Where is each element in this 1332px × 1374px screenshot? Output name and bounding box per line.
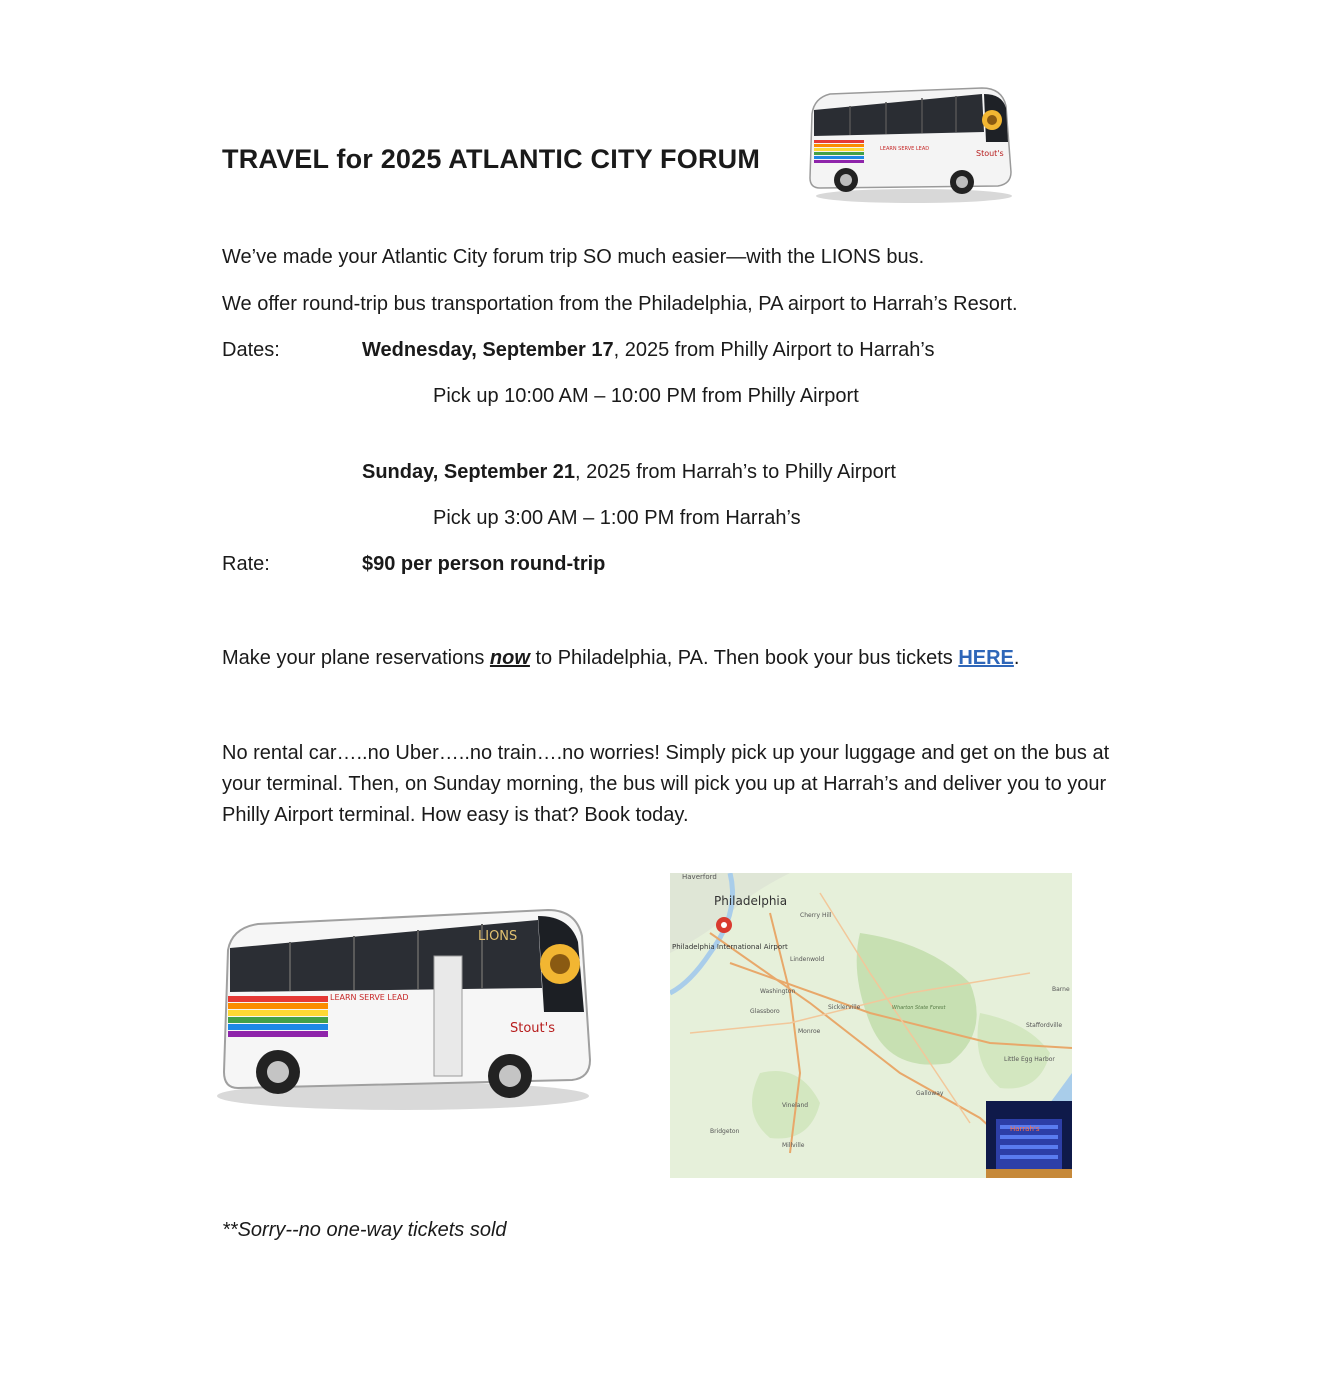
map-label-vineland: Vineland [782, 1102, 809, 1109]
map-label-lindenwold: Lindenwold [790, 956, 825, 963]
return-pickup: Pick up 3:00 AM – 1:00 PM from Harrah’s [433, 507, 801, 529]
map-label-staffordville: Staffordville [1026, 1022, 1063, 1029]
map-label-glassboro: Glassboro [750, 1008, 780, 1015]
return-detail: , 2025 from Harrah’s to Philly Airport [575, 461, 896, 483]
harrahs-sign-text: Harrah's [1010, 1125, 1040, 1133]
map-label-galloway: Galloway [916, 1090, 944, 1097]
bus-sign-text: LIONS [478, 929, 518, 944]
outbound-detail: , 2025 from Philly Airport to Harrah’s [613, 339, 935, 361]
outbound-day: Wednesday, September 17 [362, 339, 614, 361]
map-label-millville: Millville [782, 1142, 805, 1149]
map-label-washington: Washington [760, 988, 796, 995]
intro-line-2: We offer round-trip bus transportation from the Philadelphia, PA airport to Harrah’s Resort. [222, 293, 1018, 315]
map-label-sicklerville: Sicklerville [828, 1004, 861, 1011]
map-label-haverford: Haverford [682, 873, 717, 881]
map-label-monroe: Monroe [798, 1028, 821, 1035]
map-label-bridgeton: Bridgeton [710, 1128, 740, 1135]
map-label-cherry-hill: Cherry Hill [800, 912, 832, 919]
bus-brand-text: Stout's [976, 149, 1004, 158]
map-label-little-egg-harbor: Little Egg Harbor [1004, 1056, 1055, 1063]
route-map [670, 873, 1072, 1178]
page-title: TRAVEL for 2025 ATLANTIC CITY FORUM [222, 144, 761, 174]
booking-emphasis: now [489, 647, 530, 669]
book-tickets-link[interactable]: HERE [958, 647, 1014, 669]
outbound-trip [362, 339, 934, 362]
booking-line [222, 647, 1019, 670]
map-label-airport: Philadelphia International Airport [672, 943, 788, 951]
map-label-philadelphia: Philadelphia [714, 894, 788, 908]
intro-line-1: We’ve made your Atlantic City forum trip SO much easier—with the LIONS bus. [222, 246, 925, 268]
bus-side-text-large: LEARN SERVE LEAD [330, 993, 409, 1002]
return-day: Sunday, September 21 [362, 461, 576, 483]
rate-value: $90 per person round-trip [362, 553, 606, 575]
map-label-barne: Barne [1052, 986, 1070, 993]
bus-image-top [806, 84, 1016, 204]
booking-mid: to Philadelphia, PA. Then book your bus tickets [529, 647, 959, 669]
bus-image-large [198, 892, 608, 1120]
booking-post: . [1013, 647, 1020, 669]
footer-note: **Sorry--no one-way tickets sold [222, 1219, 507, 1241]
harrahs-photo [986, 1101, 1072, 1178]
dates-label: Dates: [222, 339, 280, 361]
booking-pre: Make your plane reservations [222, 647, 490, 669]
outbound-pickup: Pick up 10:00 AM – 10:00 PM from Philly Airport [433, 385, 859, 407]
rate-label: Rate: [222, 553, 270, 575]
return-trip [362, 461, 896, 484]
details-paragraph: No rental car…..no Uber…..no train….no worries! Simply pick up your luggage and get on the bus at your terminal. Then, on Sunday morning, the bus will pick you up at Harrah’s and deliver you to your Philly Airport terminal. How easy is that? Book today. [222, 742, 1110, 826]
map-label-wharton: Wharton State Forest [892, 1005, 946, 1011]
bus-brand-text-large: Stout's [510, 1021, 555, 1036]
bus-side-text: LEARN SERVE LEAD [880, 146, 930, 152]
